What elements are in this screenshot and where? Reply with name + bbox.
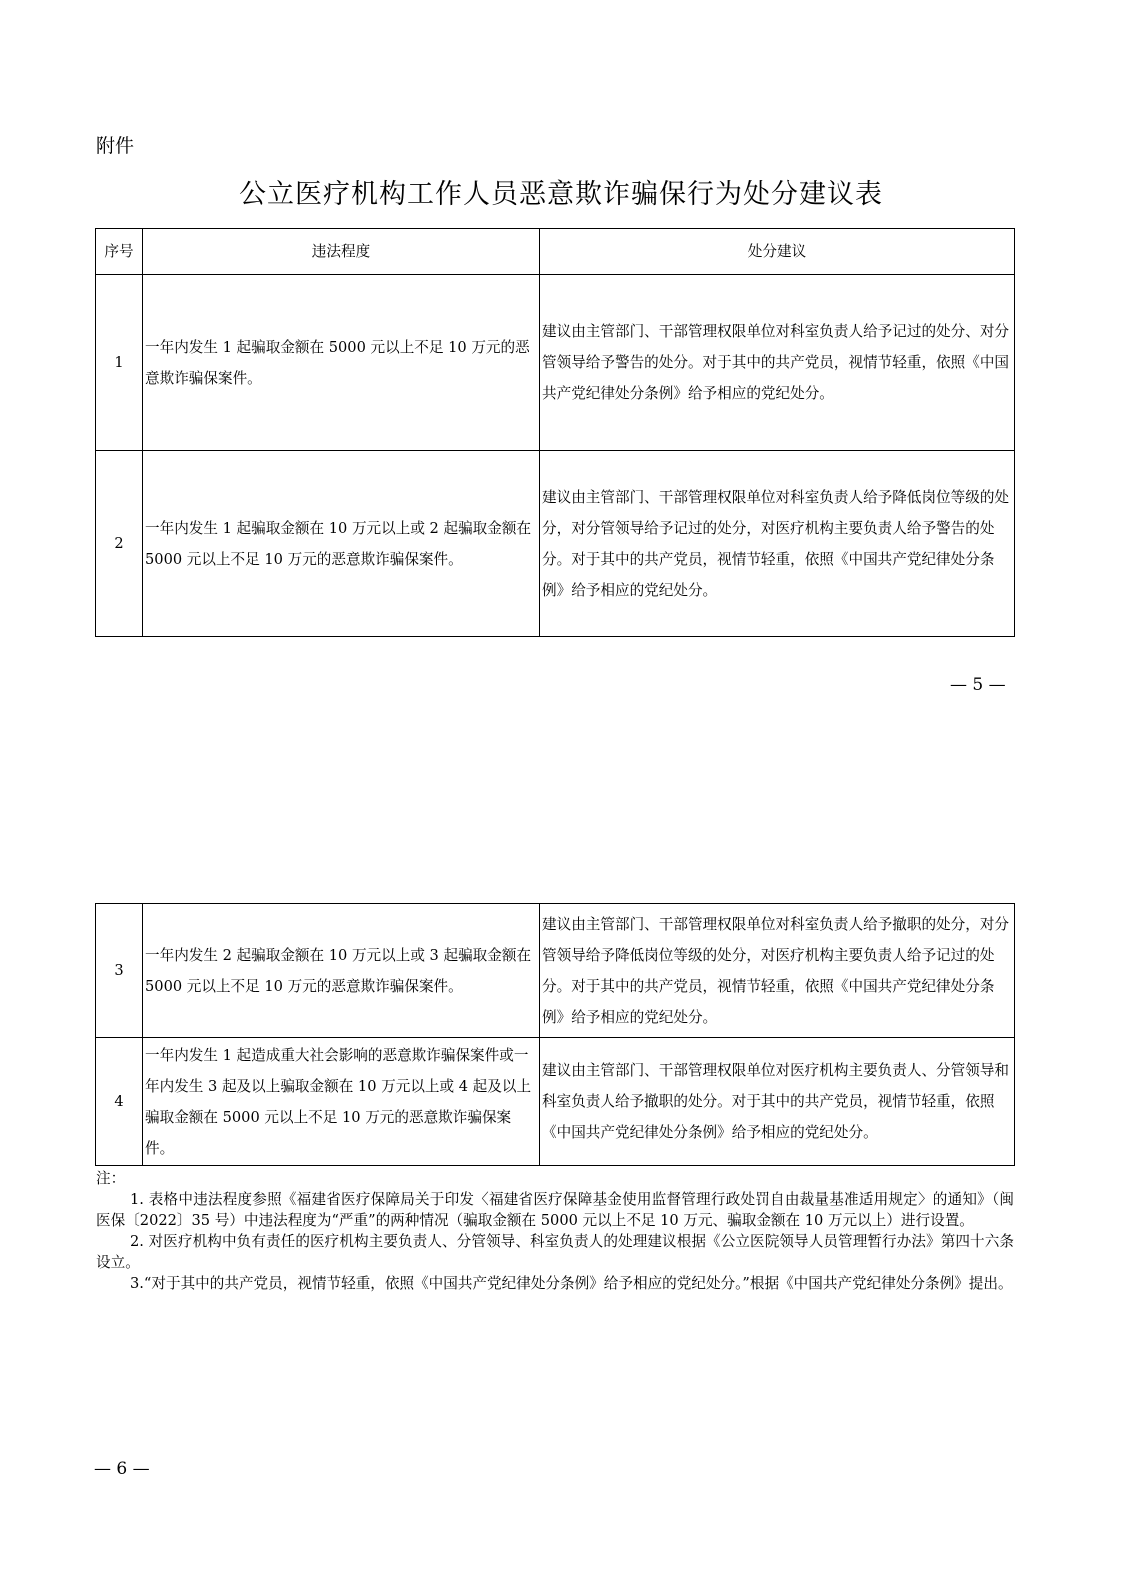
header-suggestion: 处分建议 xyxy=(540,229,1015,275)
row-serial: 4 xyxy=(96,1038,143,1166)
table-row xyxy=(96,275,1015,451)
row-serial: 3 xyxy=(96,904,143,1038)
row-serial: 2 xyxy=(96,451,143,637)
table-header-row xyxy=(96,229,1015,275)
penalty-table-part1 xyxy=(95,228,1015,637)
page-number: — 6 — xyxy=(94,1459,150,1479)
header-serial: 序号 xyxy=(96,229,143,275)
page-number: — 5 — xyxy=(950,675,1006,695)
table-row xyxy=(96,451,1015,637)
header-degree: 违法程度 xyxy=(143,229,540,275)
note-item: 3.“对于其中的共产党员，视情节轻重，依照《中国共产党纪律处分条例》给予相应的党纪处分。”根据《中国共产党纪律处分条例》提出。 xyxy=(130,1275,1013,1292)
note-item: 1. 表格中违法程度参照《福建省医疗保障局关于印发〈福建省医疗保障基金使用监督管理行政处罚自由裁量基准适用规定〉的通知》（闽医保〔2022〕35 号）中违法程度为“严重”的两种情况（骗取金额在 5000 元以上不足 10 万元、骗取金额在 10 万元以上）进行设置。 xyxy=(96,1191,1014,1229)
row-suggestion: 建议由主管部门、干部管理权限单位对科室负责人给予降低岗位等级的处分，对分管领导给予记过的处分，对医疗机构主要负责人给予警告的处分。对于其中的共产党员，视情节轻重，依照《中国共产党纪律处分条例》给予相应的党纪处分。 xyxy=(540,451,1015,637)
table-notes xyxy=(96,1168,1014,1294)
penalty-table-part2 xyxy=(95,903,1015,1166)
row-suggestion: 建议由主管部门、干部管理权限单位对科室负责人给予撤职的处分，对分管领导给予降低岗位等级的处分，对医疗机构主要负责人给予记过的处分。对于其中的共产党员，视情节轻重，依照《中国共产党纪律处分条例》给予相应的党纪处分。 xyxy=(540,904,1015,1038)
row-degree: 一年内发生 1 起骗取金额在 10 万元以上或 2 起骗取金额在 5000 元以上不足 10 万元的恶意欺诈骗保案件。 xyxy=(143,451,540,637)
row-suggestion: 建议由主管部门、干部管理权限单位对医疗机构主要负责人、分管领导和科室负责人给予撤职的处分。对于其中的共产党员，视情节轻重，依照《中国共产党纪律处分条例》给予相应的党纪处分。 xyxy=(540,1038,1015,1166)
row-suggestion: 建议由主管部门、干部管理权限单位对科室负责人给予记过的处分、对分管领导给予警告的处分。对于其中的共产党员，视情节轻重，依照《中国共产党纪律处分条例》给予相应的党纪处分。 xyxy=(540,275,1015,451)
note-item: 2. 对医疗机构中负有责任的医疗机构主要负责人、分管领导、科室负责人的处理建议根据《公立医院领导人员管理暂行办法》第四十六条设立。 xyxy=(96,1233,1014,1271)
attachment-label: 附件 xyxy=(96,135,135,157)
row-degree: 一年内发生 2 起骗取金额在 10 万元以上或 3 起骗取金额在 5000 元以上不足 10 万元的恶意欺诈骗保案件。 xyxy=(143,904,540,1038)
row-degree: 一年内发生 1 起造成重大社会影响的恶意欺诈骗保案件或一年内发生 3 起及以上骗取金额在 10 万元以上或 4 起及以上骗取金额在 5000 元以上不足 10 万元的恶意欺诈骗保案件。 xyxy=(143,1038,540,1166)
notes-heading: 注： xyxy=(96,1170,126,1187)
table-row xyxy=(96,1038,1015,1166)
row-serial: 1 xyxy=(96,275,143,451)
table-row xyxy=(96,904,1015,1038)
page-title: 公立医疗机构工作人员恶意欺诈骗保行为处分建议表 xyxy=(239,179,883,210)
row-degree: 一年内发生 1 起骗取金额在 5000 元以上不足 10 万元的恶意欺诈骗保案件。 xyxy=(143,275,540,451)
